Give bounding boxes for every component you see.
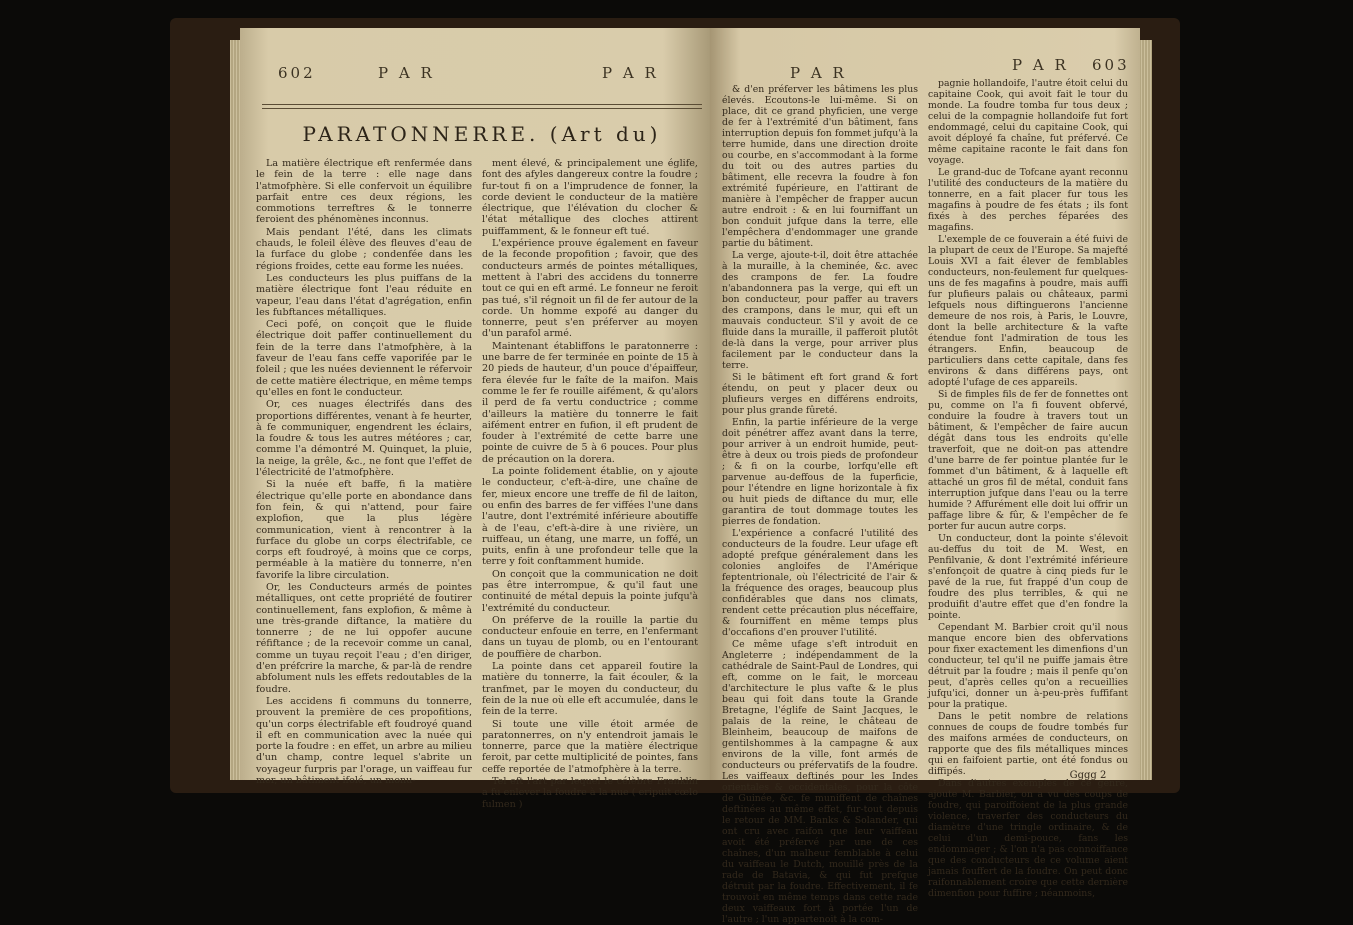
paragraph: La pointe dans cet appareil foutire la matière du tonnerre, la fait écouler, & la tranfmet, par le moyen du conducteur, du fein de la nue où elle eft accumulée, dans le fein de la terre. bbox=[482, 661, 698, 718]
paragraph: Si de fimples fils de fer de fonnettes ont pu, comme on l'a fi fouvent obfervé, conduire la foudre à travers tout un bâtiment, & l'empêcher de faire aucun dégât dans tous les endroits qu'elle traverfoit, que ne doit-on pas attendre d'une barre de fer pointue plantée fur le fommet d'un bâtiment, & à laquelle eft attaché un gros fil de métal, conduit fans interruption jufque dans l'eau ou la terre humide ? Affurément elle doit lui offrir un paffage libre & fûr, & l'empêcher de fe porter fur aucun autre corps. bbox=[928, 389, 1128, 532]
paragraph: ment élevé, & principalement une églife, font des afyles dangereux contre la foudre ; fur-tout fi on a l'imprudence de fonner, la corde devient le conducteur de la matière électrique, que l'élévation du clocher & l'état métallique des cloches attirent puiffamment, & le fonneur eft tué. bbox=[482, 158, 698, 237]
right-running-head-2: P A R bbox=[1012, 56, 1069, 74]
paragraph: Maintenant établiffons le paratonnerre : une barre de fer terminée en pointe de 15 à 20 pieds de hauteur, d'un pouce d'épaiffeur, fera élevée fur le faîte de la maifon. Mais comme le fer fe rouille aifément, & qu'alors il perd de fa vertu conductrice ; comme d'ailleurs la matière du tonnerre le fait aifément entrer en fufion, il eft prudent de fouder à l'extrémité de cette barre une pointe de cuivre de 5 à 6 pouces. Pour plus de précaution on la dorera. bbox=[482, 340, 698, 465]
right-running-head-1: P A R bbox=[790, 64, 847, 82]
left-running-head-2: P A R bbox=[602, 64, 659, 82]
paragraph: Or, les Conducteurs armés de pointes métalliques, ont cette propriété de foutirer continuellement, fans explofion, & même à une très-grande diftance, la matière du tonnerre ; de ne lui oppofer aucune réfiftance ; de la recevoir comme un canal, comme un tuyau reçoit l'eau ; d'en diriger, d'en préfcrire la marche, & par-là de rendre abfolument nuls les effets redoutables de la foudre. bbox=[256, 581, 472, 695]
signature-mark: Gggg 2 bbox=[1069, 770, 1107, 781]
title-rule bbox=[262, 104, 702, 109]
paragraph: Cependant M. Barbier croit qu'il nous manque encore bien des obfervations pour fixer exactement les dimenfions d'un conducteur, tel qu'il ne puiffe jamais être détruit par la foudre ; mais il penfe qu'on peut, d'après celles qu'on a recueillies jufqu'ici, donner un à-peu-près fuffifant pour la pratique. bbox=[928, 622, 1128, 710]
paragraph: Mais pendant l'été, dans les climats chauds, le foleil élève des fleuves d'eau de la furface du globe ; condenfée dans les régions froides, cette eau forme les nuées. bbox=[256, 226, 472, 272]
paragraph: Le grand-duc de Tofcane ayant reconnu l'utilité des conducteurs de la matière du tonnerre, en a fait placer fur tous les magafins à poudre de fes états ; ils font fixés à des perches féparées des magafins. bbox=[928, 167, 1128, 233]
paragraph: La pointe folidement établie, on y ajoute le conducteur, c'eft-à-dire, une chaîne de fer, mieux encore une treffe de fil de laiton, ou enfin des barres de fer viffées l'une dans l'autre, dont l'extrémité inférieure aboutiffe à de l'eau, c'eft-à-dire à une rivière, un ruiffeau, un étang, une marre, un foffé, un puits, enfin à une profondeur telle que la terre y foit conftamment humide. bbox=[482, 466, 698, 568]
paragraph: La matière électrique eft renfermée dans le fein de la terre : elle nage dans l'atmofphère. Si elle confervoit un équilibre parfait entre ces deux régions, les commotions terreftres & le tonnerre feroient des phénomènes inconnus. bbox=[256, 158, 472, 226]
paragraph: Dans d'autres exemples de ce genre, ajoute M. Barbier, on a vu des coups de foudre, qui paroiffoient de la plus grande violence, traverfer des conducteurs du diamètre d'une tringle ordinaire, & de celui d'un demi-pouce, fans les endommager ; & l'on n'a pas connoiffance que des conducteurs de ce volume aient jamais fouffert de la foudre. On peut donc raifonnablement croire que cette dernière dimenfion pour fuffire ; néanmoins, bbox=[928, 778, 1128, 899]
paragraph: Les conducteurs les plus puiffans de la matière électrique font l'eau réduite en vapeur, l'eau dans l'état d'agrégation, enfin les fubftances métalliques. bbox=[256, 272, 472, 318]
paragraph: Les accidens fi communs du tonnerre, prouvent la première de ces propofitions, qu'un corps électrifable eft foudroyé quand il eft en communication avec la nuée qui porte la foudre : en effet, un arbre au milieu d'un champ, contre lequel s'abrite un voyageur furpris par l'orage, un vaiffeau fur mer, un bâtiment ifolé, un monu- bbox=[256, 695, 472, 787]
paragraph: Si toute une ville étoit armée de paratonnerres, on n'y entendroit jamais le tonnerre, parce que la matière électrique feroit, par cette multiplicité de pointes, fans ceffe reportée de l'atmofphère à la terre. bbox=[482, 718, 698, 775]
paragraph: On préferve de la rouille la partie du conducteur enfouie en terre, en l'enfermant dans un tuyau de plomb, ou en l'entourant de pouffière de charbon. bbox=[482, 614, 698, 660]
paragraph: Un conducteur, dont la pointe s'élevoit au-deffus du toit de M. West, en Penfilvanie, & dont l'extrémité inférieure s'enfonçoit de quatre à cinq pieds fur le pavé de la rue, fut frappé d'un coup de foudre des plus terribles, & qui ne produifit d'autre effet que d'en fondre la pointe. bbox=[928, 533, 1128, 621]
paragraph: Dans le petit nombre de relations connues de coups de foudre tombés fur des maifons armées de conducteurs, on rapporte que des fils métalliques minces qui en faifoient partie, ont été fondus ou diffipés. bbox=[928, 711, 1128, 777]
paragraph: Enfin, la partie inférieure de la verge doit pénétrer affez avant dans la terre, pour arriver à un endroit humide, peut-être à deux ou trois pieds de profondeur ; & fi on la courbe, lorfqu'elle eft parvenue au-deffous de la fuperficie, pour l'étendre en ligne horizontale à fix ou huit pieds de diftance du mur, elle garantira de tout dommage toutes les pierres de fondation. bbox=[722, 417, 918, 527]
left-running-head-1: P A R bbox=[378, 64, 435, 82]
paragraph: On conçoit que la communication ne doit pas être interrompue, & qu'il faut une continuité de métal depuis la pointe jufqu'à l'extrémité du conducteur. bbox=[482, 568, 698, 614]
paragraph: Si la nuée eft baffe, fi la matière électrique qu'elle porte en abondance dans fon fein, & qui n'attend, pour faire explofion, que la plus légère communication, vient à rencontrer à la furface du globe un corps électrifable, ce corps eft foudroyé, à moins que ce corps, perméable à la matière du tonnerre, n'en favorife la libre circulation. bbox=[256, 479, 472, 581]
paragraph: La verge, ajoute-t-il, doit être attachée à la muraille, à la cheminée, &c. avec des crampons de fer. La foudre n'abandonnera pas la verge, qui eft un bon conducteur, pour paffer au travers des crampons, dans le mur, qui eft un mauvais conducteur. S'il y avoit de ce fluide dans la muraille, il pafferoit plutôt de-là dans la verge, pour arriver plus facilement par le conducteur dans la terre. bbox=[722, 250, 918, 371]
right-page-number: 603 bbox=[1092, 56, 1130, 74]
article-title: PARATONNERRE. (Art du) bbox=[302, 122, 662, 146]
paragraph: & d'en préferver les bâtimens les plus élevés. Ecoutons-le lui-même. Si on place, dit ce grand phyficien, une verge de fer à l'extrémité d'un bâtiment, fans interruption depuis fon fommet jufqu'à la terre humide, dans une direction droite ou courbe, en s'accommodant à la forme du toit ou des autres parties du bâtiment, elle recevra la foudre à fon extrémité fupérieure, en l'attirant de manière à l'empêcher de frapper aucun autre endroit : & en lui fourniffant un bon conduit jufque dans la terre, elle l'empêchera d'endommager une grande partie du bâtiment. bbox=[722, 84, 918, 249]
paragraph: Or, ces nuages électrifés dans des proportions différentes, venant à fe heurter, à fe communiquer, engendrent les éclairs, la foudre & tous les autres météores ; car, comme l'a démontré M. Quinquet, la pluie, la neige, la grêle, &c., ne font que l'effet de l'électricité de l'atmofphère. bbox=[256, 399, 472, 479]
paragraph: Ceci pofé, on conçoit que le fluide électrique doit paffer continuellement du fein de la terre dans l'atmofphère, à la faveur de l'eau fans ceffe vaporifée par le foleil ; que les nuées deviennent le réfervoir de cette matière électrique, en même temps qu'elles en font le conducteur. bbox=[256, 319, 472, 398]
paragraph: L'expérience a confacré l'utilité des conducteurs de la foudre. Leur ufage eft adopté prefque généralement dans les colonies angloifes de l'Amérique feptentrionale, où l'électricité de l'air & la fréquence des orages, beaucoup plus confidérables que dans nos climats, rendent cette précaution plus néceffaire, & fourniffent en même temps plus d'occafions d'en prouver l'utilité. bbox=[722, 528, 918, 638]
paragraph: pagnie hollandoife, l'autre étoit celui du capitaine Cook, qui avoit fait le tour du monde. La foudre tomba fur tous deux ; celui de la compagnie hollandoife fut fort endommagé, celui du capitaine Cook, qui avoit déployé fa chaîne, fut préfervé. Ce même capitaine raconte le fait dans fon voyage. bbox=[928, 78, 1128, 166]
paragraph: L'exemple de ce fouverain a été fuivi de la plupart de ceux de l'Europe. Sa majefté Louis XVI a fait élever de femblables conducteurs, non-feulement fur quelques-uns de fes magafins à poudre, mais auffi fur plufieurs palais ou châteaux, parmi lefquels nous diftinguerons l'ancienne demeure de nos rois, à Paris, le Louvre, dont la belle architecture & la vafte étendue font l'admiration de tous les étrangers. Enfin, beaucoup de particuliers dans cette capitale, dans fes environs & dans différens pays, ont adopté l'ufage de ces appareils. bbox=[928, 234, 1128, 388]
paragraph: Si le bâtiment eft fort grand & fort étendu, on peut y placer deux ou plufieurs verges en différens endroits, pour plus grande fûreté. bbox=[722, 372, 918, 416]
left-page-number: 602 bbox=[278, 64, 316, 82]
paragraph: Ce même ufage s'eft introduit en Angleterre ; indépendamment de la cathédrale de Saint-Paul de Londres, qui eft, comme on le fait, le morceau d'architecture le plus vafte & le plus beau qui foit dans toute la Grande Bretagne, l'églife de Saint Jacques, le palais de la reine, le château de Bleinheim, beaucoup de maifons de gentilshommes à la campagne & aux environs de la ville, font armés de conducteurs ou préfervatifs de la foudre. Les vaiffeaux deftinés pour les Indes orientales & occidentales, pour la côte de Guinée, &c. fe muniffent de chaînes deftinées au même effet, fur-tout depuis le retour de MM. Banks & Solander, qui ont cru avec raifon que leur vaiffeau avoit été préfervé par une de ces chaînes, d'un malheur femblable à celui du vaiffeau le Dutch, mouillé près de la rade de Batavia, & qui fut prefque détruit par la foudre. Effectivement, il fe trouvoit en même temps dans cette rade deux vaiffeaux fort à portée l'un de l'autre ; l'un appartenoit à la com- bbox=[722, 639, 918, 925]
left-page-column-2 bbox=[482, 158, 698, 810]
paragraph: L'expérience prouve également en faveur de la feconde propofition ; favoir, que des conducteurs armés de pointes métalliques, mettent à l'abri des accidens du tonnerre tout ce qui en eft armé. Le fonneur ne feroit pas tué, s'il régnoit un fil de fer autour de la corde. Un homme expofé au danger du tonnerre, peut s'en préferver au moyen d'un parafol armé. bbox=[482, 238, 698, 340]
left-page-column-1 bbox=[256, 158, 472, 787]
paragraph: Tel eft l'art par lequel le célèbre Franklin a fu enlever la foudre à la nue ( eripuit cœlo fulmen ) bbox=[482, 776, 698, 810]
right-page-edges bbox=[1138, 40, 1152, 780]
right-page-column-1 bbox=[722, 84, 918, 925]
